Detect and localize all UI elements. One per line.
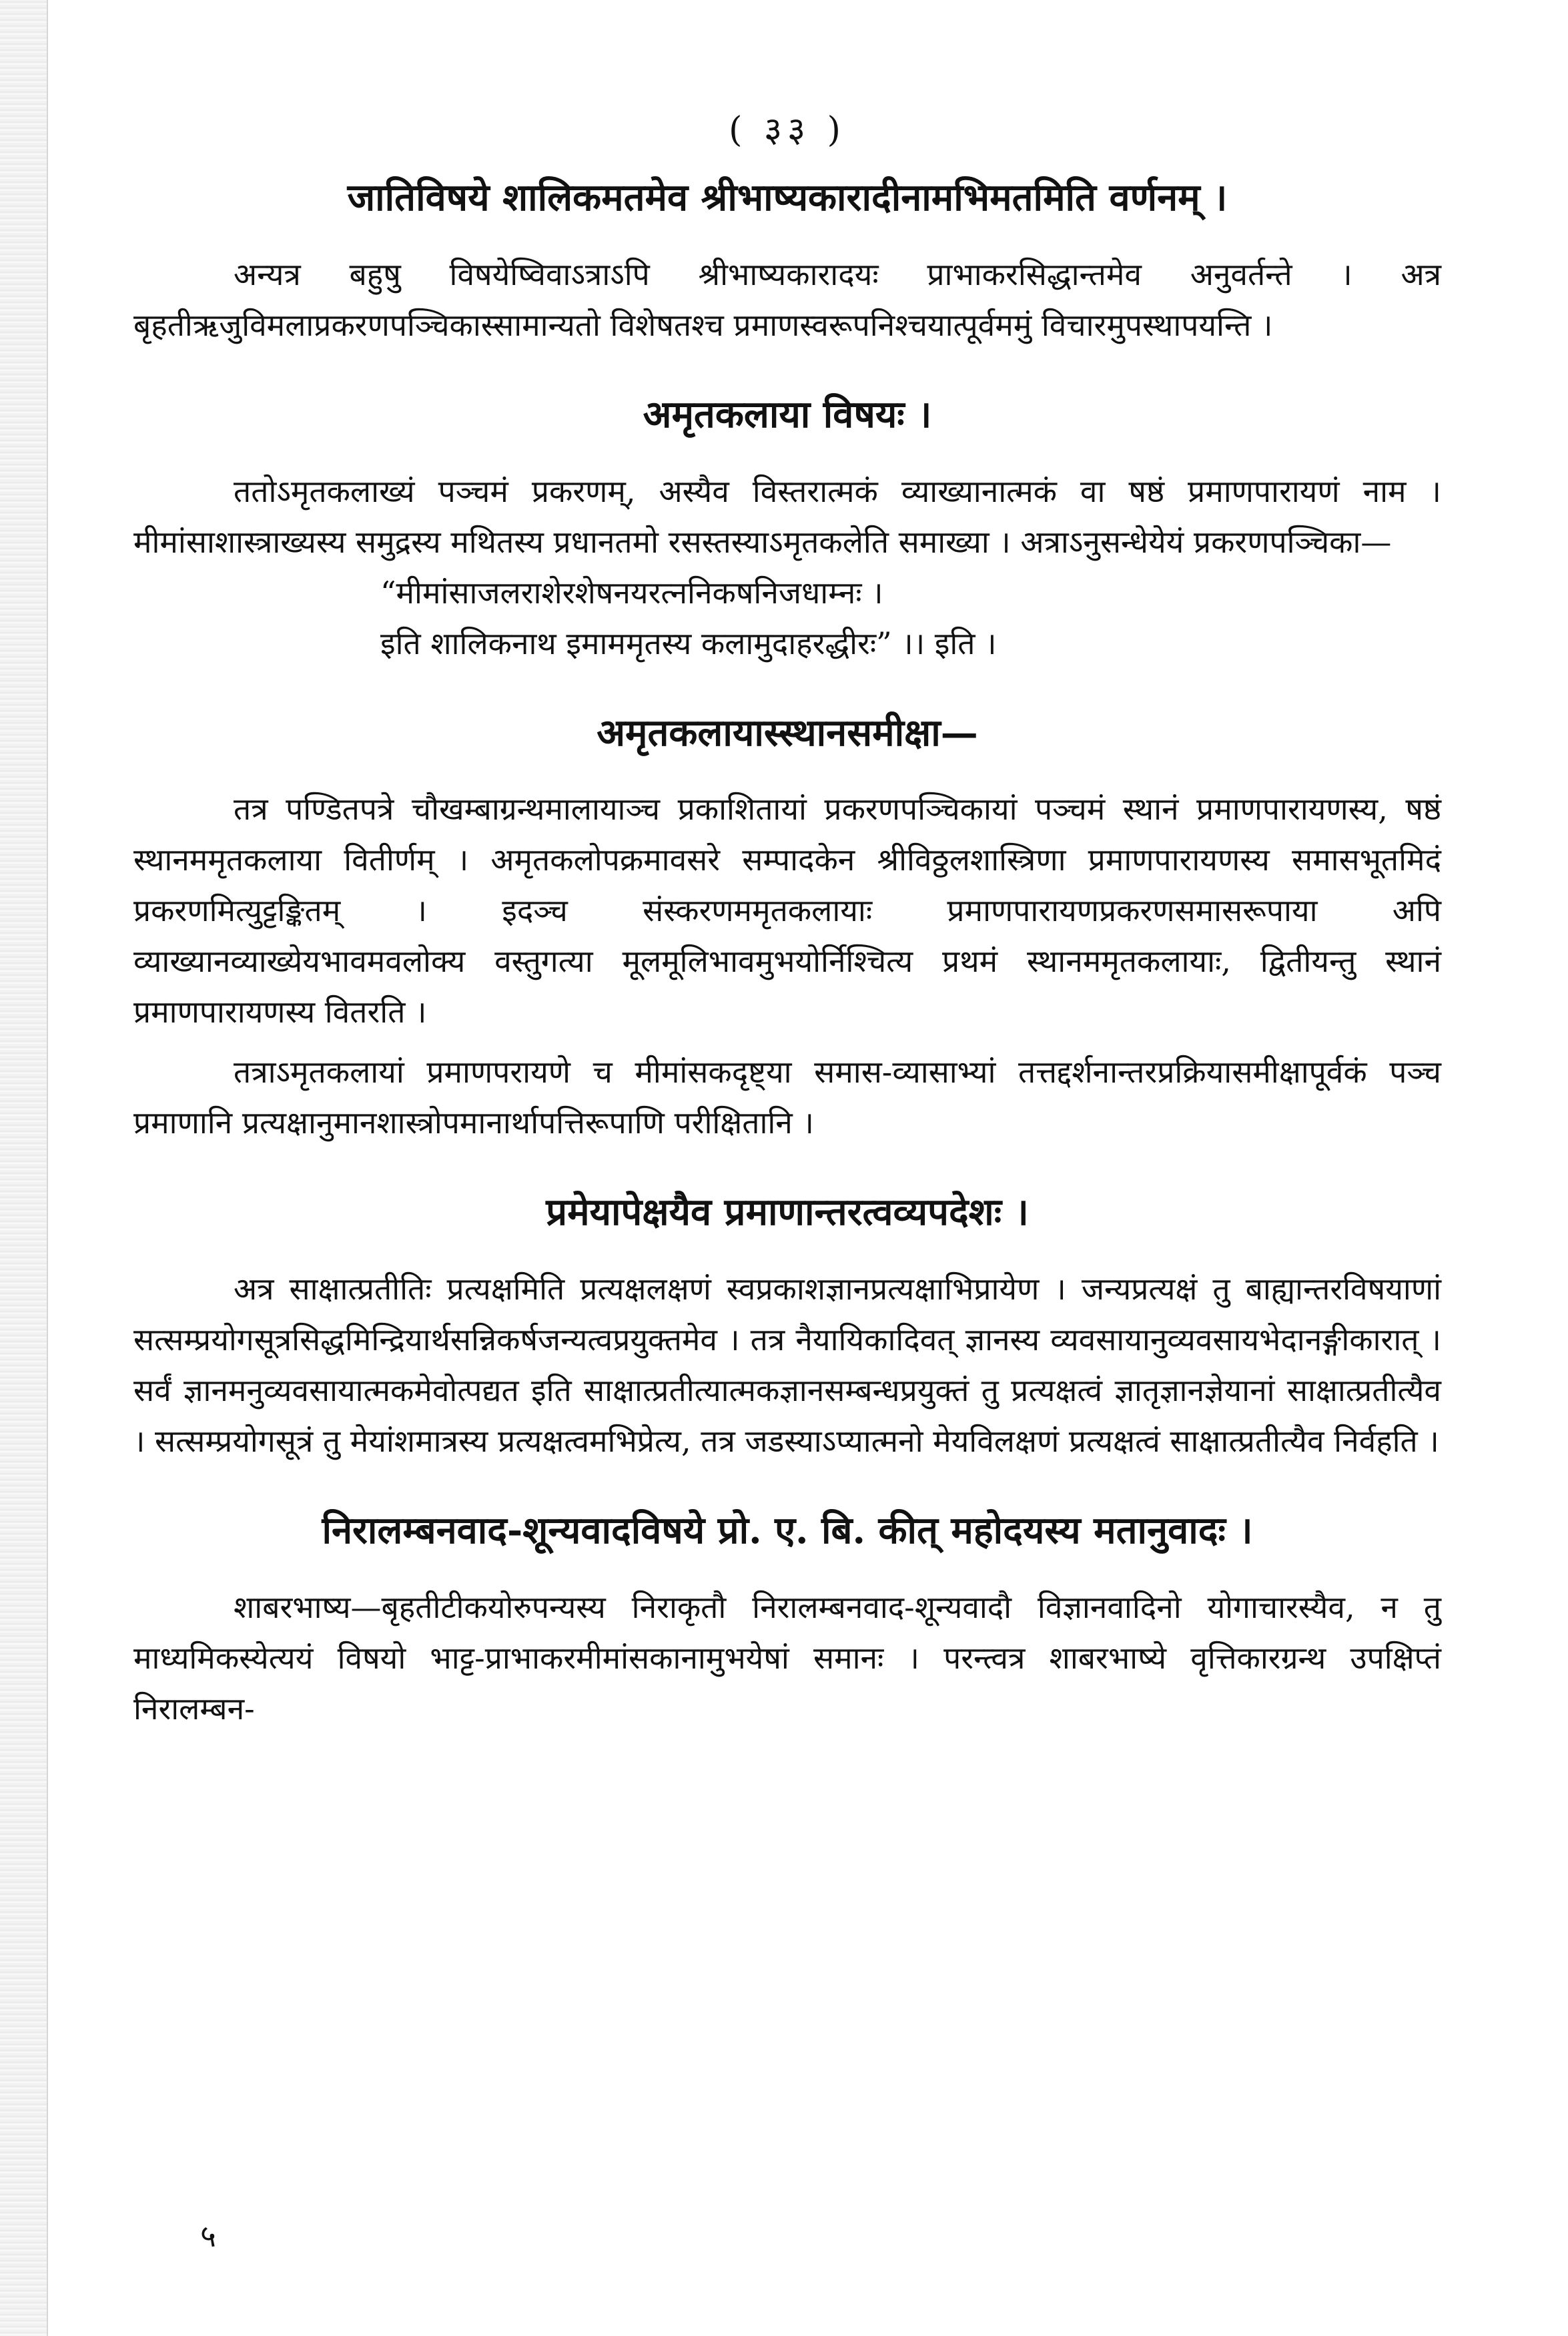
verse-line-1: “मीमांसाजलराशेरशेषनयरत्ननिकषनिजधाम्नः ।	[380, 574, 883, 611]
verse-line-2: इति शालिकनाथ इमाममृतस्य कलामुदाहरद्धीरः” ।। इति ।	[380, 625, 997, 661]
section-heading-jati: जातिविषये शालिकमतमेव श्रीभाष्यकारादीनामभिमतमिति वर्णनम् ।	[347, 176, 1228, 220]
paragraph-5: अत्र साक्षात्प्रतीतिः प्रत्यक्षमिति प्रत्यक्षलक्षणं स्वप्रकाशज्ञानप्रत्यक्षाभिप्रायेण । जन्यप्रत्यक्षं तु बाह्यान्तरविषयाणां सत्सम्प्रयोगसूत्रसिद्धमिन्द्रियार्थसन्निकर्षजन्यत्वप्रयुक्तमेव । तत्र नैयायिकादिवत् ज्ञानस्य व्यवसायानुव्यवसायभेदानङ्गीकारात् । सर्वं ज्ञानमनुव्यवसायात्मकमेवोत्पद्यत इति साक्षात्प्रतीत्यात्मकज्ञानसम्बन्धप्रयुक्तं तु प्रत्यक्षत्वं ज्ञातृज्ञानज्ञेयानां साक्षात्प्रतीत्यैव । सत्सम्प्रयोगसूत्रं तु मेयांशमात्रस्य प्रत्यक्षत्वमभिप्रेत्य, तत्र जडस्याऽप्यात्मनो मेयविलक्षणं प्रत्यक्षत्वं साक्षात्प्रतीत्यैव निर्वहति ।	[133, 1271, 1441, 1460]
signature-mark: ५	[200, 2218, 216, 2254]
paragraph-6: शाबरभाष्य—बृहतीटीकयोरुपन्यस्य निराकृतौ निरालम्बनवाद-शून्यवादौ विज्ञानवादिनो योगाचारस्यैव, न तु माध्यमिकस्येत्ययं विषयो भाट्ट-प्राभाकरमीमांसकानामुभयेषां समानः । परन्त्वत्र शाबरभाष्ये वृत्तिकारग्रन्थ उपक्षिप्तं निरालम्बन-	[133, 1588, 1441, 1727]
section-heading-niralambana: निरालम्बनवाद-शून्यवादविषये प्रो. ए. बि. कीत् महोदयस्य मतानुवादः ।	[322, 1508, 1253, 1553]
paragraph-4: तत्राऽमृतकलायां प्रमाणपरायणे च मीमांसकदृष्ट्या समास-व्यासाभ्यां तत्तद्दर्शनान्तरप्रक्रियासमीक्षापूर्वकं पञ्च प्रमाणानि प्रत्यक्षानुमानशास्त्रोपमानार्थापत्तिरूपाणि परीक्षितानि ।	[133, 1054, 1441, 1141]
section-heading-sthana: अमृतकलायास्स्थानसमीक्षा—	[597, 710, 978, 755]
scan-edge	[0, 0, 48, 2336]
paragraph-1: अन्यत्र बहुषु विषयेष्विवाऽत्राऽपि श्रीभाष्यकारादयः प्राभाकरसिद्धान्तमेव अनुवर्तन्ते । अत्र बृहतीऋजुविमलाप्रकरणपञ्चिकास्सामान्यतो विशेषतश्च प्रमाणस्वरूपनिश्चयात्पूर्वममुं विचारमुपस्थापयन्ति ।	[133, 256, 1441, 343]
document-page	[133, 100, 1441, 2303]
section-heading-amrtakala: अमृतकलाया विषयः ।	[643, 392, 932, 436]
section-heading-prameya: प्रमेयापेक्षयैव प्रमाणान्तरत्वव्यपदेशः ।	[546, 1190, 1029, 1235]
page-number: ( ३३ )	[729, 110, 846, 150]
paragraph-3: तत्र पण्डितपत्रे चौखम्बाग्रन्थमालायाञ्च प्रकाशितायां प्रकरणपञ्चिकायां पञ्चमं स्थानं प्रमाणपारायणस्य, षष्ठं स्थानममृतकलाया वितीर्णम् । अमृतकलोपक्रमावसरे सम्पादकेन श्रीविठ्ठलशास्त्रिणा प्रमाणपारायणस्य समासभूतमिदं प्रकरणमित्युट्टङ्कितम् । इदञ्च संस्करणममृतकलायाः प्रमाणपारायणप्रकरणसमासरूपाया अपि व्याख्यानव्याख्येयभावमवलोक्य वस्तुगत्या मूलमूलिभावमुभयोर्निश्चित्य प्रथमं स्थानममृतकलायाः, द्वितीयन्तु स्थानं प्रमाणपारायणस्य वितरति ।	[133, 791, 1441, 1031]
verse-quote	[133, 567, 1441, 669]
paragraph-2: ततोऽमृतकलाख्यं पञ्चमं प्रकरणम्, अस्यैव विस्तरात्मकं व्याख्यानात्मकं वा षष्ठं प्रमाणपारायणं नाम । मीमांसाशास्त्राख्यस्य समुद्रस्य मथितस्य प्रधानतमो रसस्तस्याऽमृतकलेति समाख्या । अत्राऽनुसन्धेयेयं प्रकरणपञ्चिका—	[133, 473, 1441, 560]
